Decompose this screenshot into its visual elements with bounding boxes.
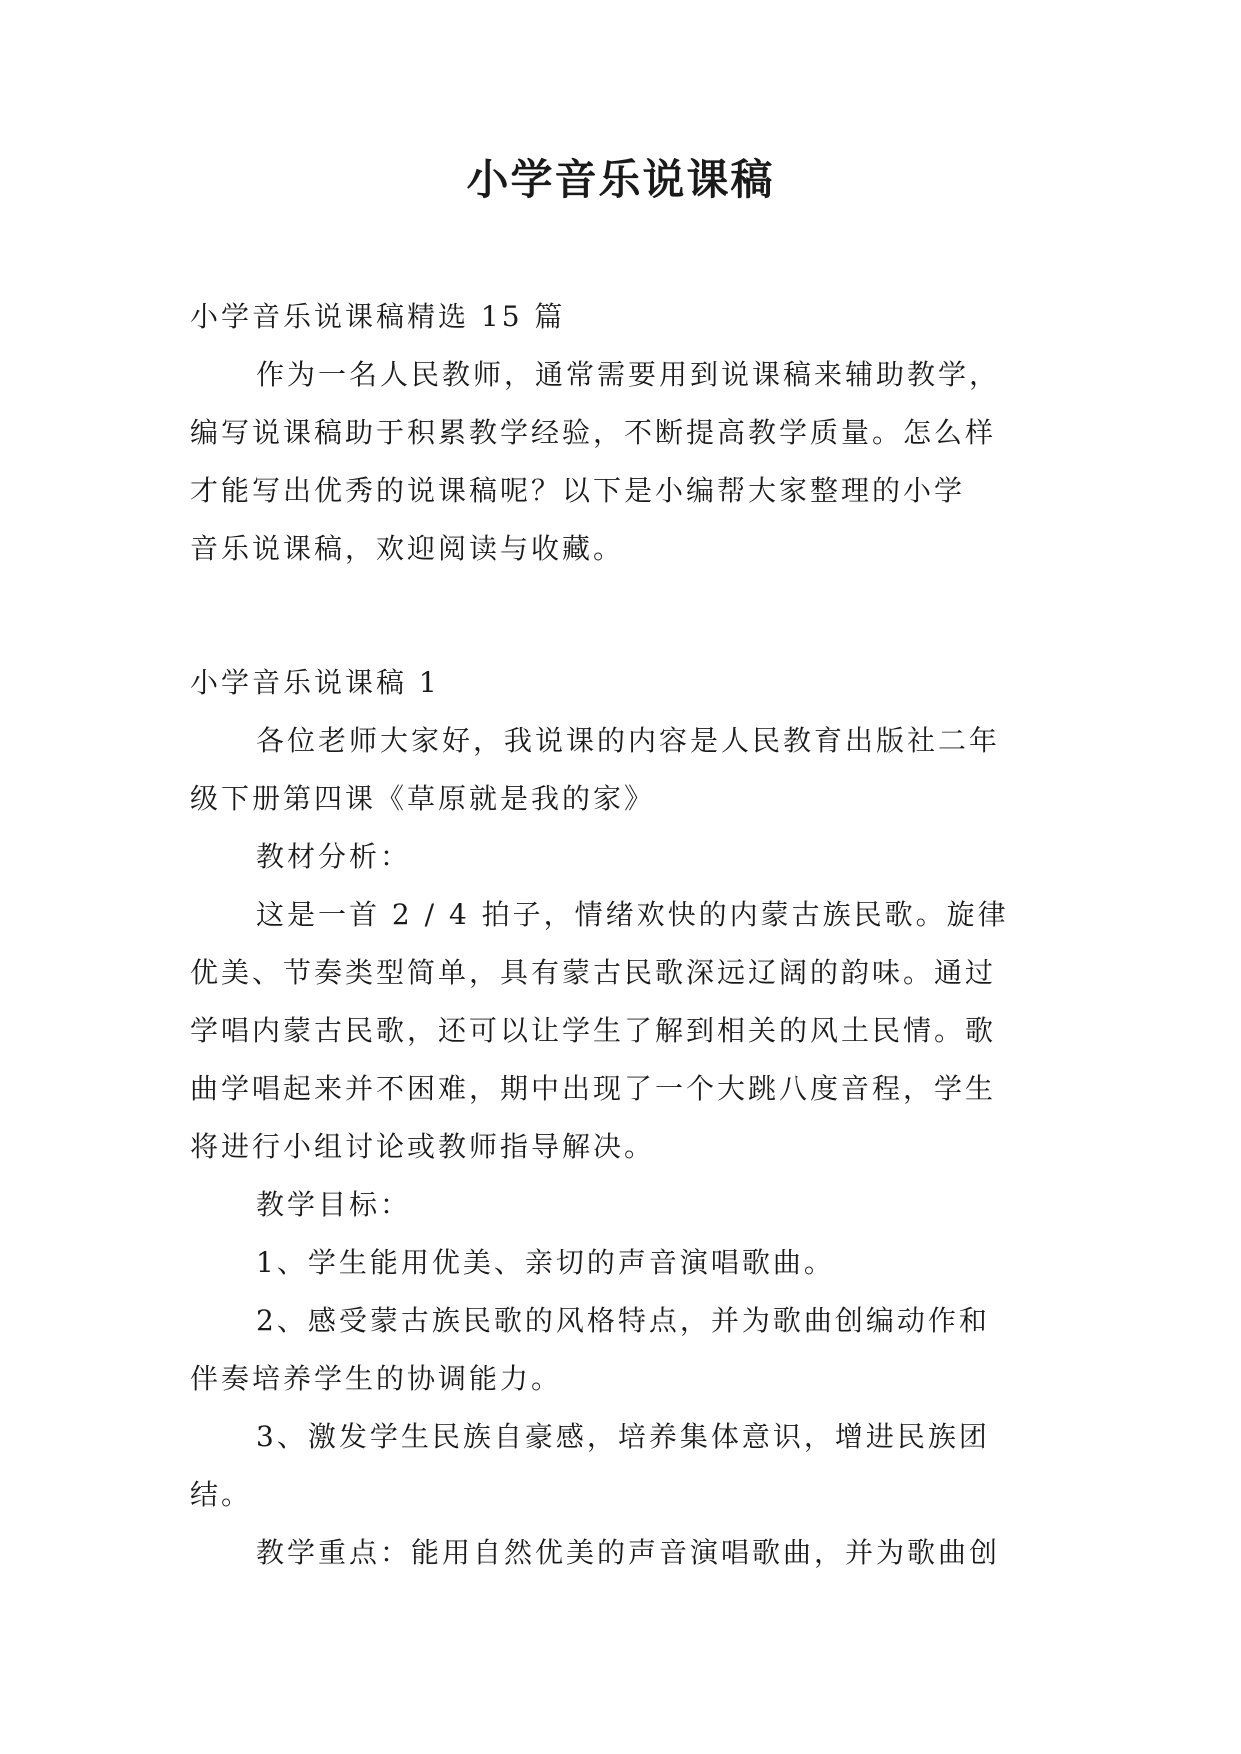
- document-title: 小学音乐说课稿: [466, 155, 775, 204]
- analysis-line: 这是一首 2 / 4 拍子，情绪欢快的内蒙古族民歌。旋律: [256, 898, 1009, 931]
- focus-line: 教学重点：能用自然优美的声音演唱歌曲，并为歌曲创: [256, 1536, 1001, 1569]
- intro-line: 作为一名人民教师，通常需要用到说课稿来辅助教学，: [256, 358, 1001, 391]
- analysis-heading: 教材分析：: [256, 840, 412, 873]
- goal-item-continued: 伴奏培养学生的协调能力。: [190, 1362, 563, 1395]
- goal-item: 2、感受蒙古族民歌的风格特点，并为歌曲创编动作和: [256, 1304, 990, 1337]
- greeting-line: 级下册第四课《草原就是我的家》: [190, 782, 656, 815]
- intro-line: 音乐说课稿，欢迎阅读与收藏。: [190, 532, 625, 565]
- goal-item: 3、激发学生民族自豪感，培养集体意识，增进民族团: [256, 1420, 990, 1453]
- analysis-line: 将进行小组讨论或教师指导解决。: [190, 1130, 656, 1163]
- subtitle: 小学音乐说课稿精选 15 篇: [190, 300, 566, 333]
- section-heading: 小学音乐说课稿 1: [190, 666, 440, 699]
- goal-item: 1、学生能用优美、亲切的声音演唱歌曲。: [256, 1246, 835, 1279]
- goals-heading: 教学目标：: [256, 1188, 412, 1221]
- analysis-line: 优美、节奏类型简单，具有蒙古民歌深远辽阔的韵味。通过: [190, 956, 997, 989]
- document-body: [190, 288, 1070, 1582]
- intro-line: 编写说课稿助于积累教学经验，不断提高教学质量。怎么样: [190, 416, 997, 449]
- intro-line: 才能写出优秀的说课稿呢？以下是小编帮大家整理的小学: [190, 474, 966, 507]
- analysis-line: 曲学唱起来并不困难，期中出现了一个大跳八度音程，学生: [190, 1072, 997, 1105]
- analysis-line: 学唱内蒙古民歌，还可以让学生了解到相关的风土民情。歌: [190, 1014, 997, 1047]
- greeting-line: 各位老师大家好，我说课的内容是人民教育出版社二年: [256, 724, 1001, 757]
- section-spacer: [190, 578, 1070, 654]
- goal-item-continued: 结。: [190, 1478, 253, 1511]
